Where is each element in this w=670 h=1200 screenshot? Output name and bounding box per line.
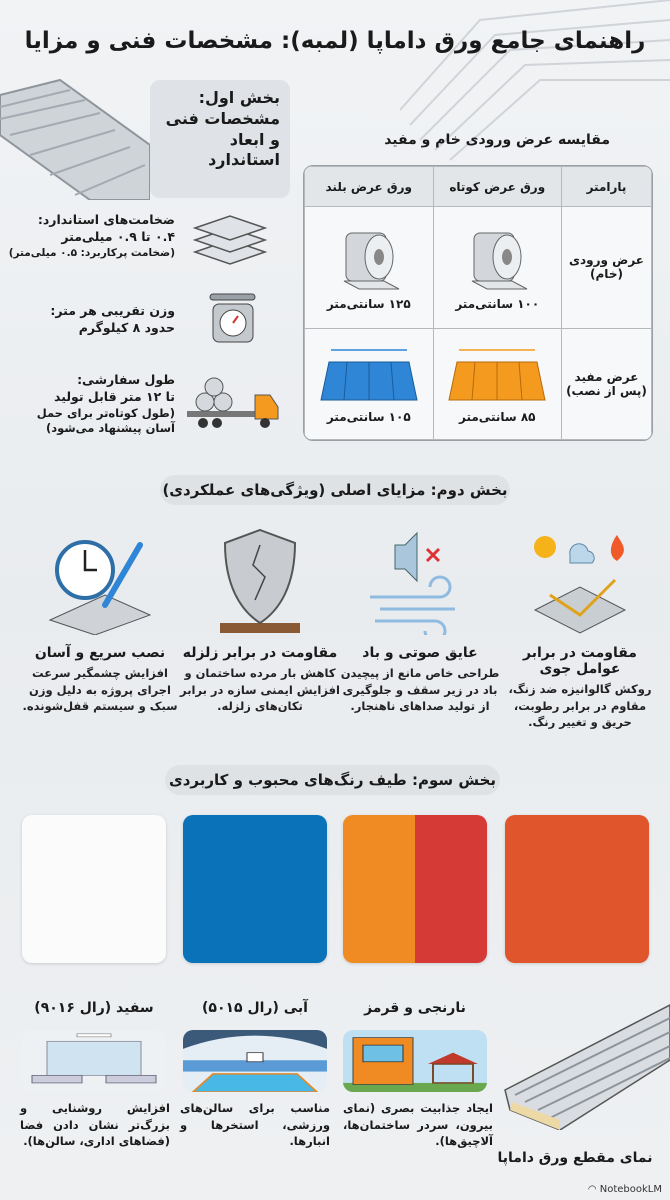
comparison-table bbox=[303, 165, 653, 441]
spec-title: طول سفارشی: bbox=[77, 372, 175, 387]
section2-heading: بخش دوم: مزایای اصلی (ویژگی‌های عملکردی) bbox=[160, 475, 510, 505]
shield-icon bbox=[205, 525, 315, 635]
color-label: آبی (رال ۵۰۱۵) bbox=[202, 1000, 308, 1016]
spec-value: حدود ۸ کیلوگرم bbox=[78, 319, 175, 335]
row-param: عرض ورودی (خام) bbox=[562, 207, 652, 329]
advantage-desc: کاهش بار مرده ساختمان و افزایش ایمنی سازه در برابر تکان‌های زلزله. bbox=[180, 666, 340, 714]
spec-thickness bbox=[9, 212, 175, 260]
advantage-desc: طراحی خاص مانع از پیچیدن باد در زیر سقف و جلوگیری از تولید صداهای ناهنجار. bbox=[340, 666, 500, 714]
swatch-blue bbox=[183, 815, 327, 963]
color-desc: ایجاد جذابیت بصری (نمای بیرون، سردر ساختمان‌ها، آلاچیق‌ها). bbox=[343, 1101, 493, 1149]
scale-icon bbox=[205, 290, 260, 345]
notebooklm-watermark bbox=[588, 1184, 662, 1195]
advantage-earthquake bbox=[180, 525, 340, 715]
row-param: عرض مفید (پس از نصب) bbox=[562, 328, 652, 439]
coil-icon bbox=[334, 223, 404, 293]
advantage-title: مقاومت در برابر عوامل جوی bbox=[523, 645, 637, 677]
advantage-title: مقاومت در برابر زلزله bbox=[182, 645, 338, 661]
sound-wind-icon bbox=[365, 525, 475, 635]
spec-note: (طول کوتاه‌تر برای حمل آسان پیشنهاد می‌شود) bbox=[36, 405, 175, 436]
section3-heading: بخش سوم: طیف رنگ‌های محبوب و کاربردی bbox=[165, 765, 500, 795]
villa-image bbox=[343, 1030, 487, 1092]
spec-weight bbox=[50, 303, 175, 337]
advantage-installation bbox=[20, 525, 180, 715]
advantage-title: نصب سریع و آسان bbox=[34, 645, 166, 661]
blue-sheet-icon bbox=[319, 344, 419, 406]
color-label: سفید (رال ۹۰۱۶) bbox=[34, 1000, 154, 1016]
truck-icon bbox=[185, 375, 280, 435]
advantage-desc: افزایش چشمگیر سرعت اجرای پروژه به دلیل وزن سبک و سیستم قفل‌شونده. bbox=[22, 666, 178, 714]
header-short: ورق عرض کوتاه bbox=[433, 167, 562, 207]
color-label: نارنجی و قرمز bbox=[364, 1000, 466, 1016]
advantage-sound bbox=[340, 525, 500, 715]
width-value: ۱۰۰ سانتی‌متر bbox=[455, 297, 540, 312]
spec-note: (ضخامت پرکاربرد: ۰.۵ میلی‌متر) bbox=[8, 246, 175, 259]
spec-value: تا ۱۲ متر قابل تولید bbox=[54, 388, 175, 404]
corrugated-sheet-image bbox=[0, 75, 150, 200]
comparison-title: مقایسه عرض ورودی خام و مفید bbox=[384, 132, 610, 148]
sheet-stack-icon bbox=[190, 210, 270, 270]
width-value: ۱۲۵ سانتی‌متر bbox=[326, 297, 411, 312]
swatch-orange-red bbox=[343, 815, 487, 963]
spec-title: وزن تقریبی هر متر: bbox=[50, 303, 175, 318]
watermark-text: NotebookLM bbox=[599, 1184, 662, 1195]
clock-tool-icon bbox=[45, 525, 155, 635]
notebooklm-logo-icon: ◠ bbox=[587, 1184, 600, 1195]
spec-title: ضخامت‌های استاندارد: bbox=[37, 212, 175, 227]
swatch-orange bbox=[505, 815, 649, 963]
office-image bbox=[22, 1030, 166, 1092]
advantage-desc: روکش گالوانیزه ضد زنگ، مقاوم در برابر رطوبت، حریق و تغییر رنگ. bbox=[508, 682, 652, 730]
coil-icon bbox=[462, 223, 532, 293]
orange-sheet-icon bbox=[447, 344, 547, 406]
weather-icon bbox=[525, 525, 635, 635]
section1-heading: بخش اول: مشخصات فنی و ابعاد استاندارد bbox=[150, 80, 290, 198]
page-title: راهنمای جامع ورق داماپا (لمبه): مشخصات فنی و مزایا bbox=[24, 28, 646, 54]
header-param: پارامتر bbox=[562, 167, 652, 207]
header-long: ورق عرض بلند bbox=[305, 167, 434, 207]
cross-section-caption: نمای مقطع ورق داماپا bbox=[497, 1150, 653, 1166]
width-value: ۱۰۵ سانتی‌متر bbox=[326, 409, 411, 424]
spec-length bbox=[25, 372, 175, 437]
color-desc: مناسب برای سالن‌های ورزشی، استخرها و انبارها. bbox=[180, 1101, 330, 1149]
color-desc: افزایش روشنایی و بزرگ‌تر نشان دادن فضا (فضاهای اداری، سالن‌ها). bbox=[20, 1101, 170, 1149]
advantage-title: عایق صوتی و باد bbox=[362, 645, 478, 661]
pool-hall-image bbox=[183, 1030, 327, 1092]
advantage-weather bbox=[500, 525, 660, 731]
width-value: ۸۵ سانتی‌متر bbox=[459, 409, 536, 424]
spec-value: ۰.۴ تا ۰.۹ میلی‌متر bbox=[61, 228, 175, 244]
cross-section-image bbox=[500, 1000, 670, 1130]
swatch-white bbox=[22, 815, 166, 963]
